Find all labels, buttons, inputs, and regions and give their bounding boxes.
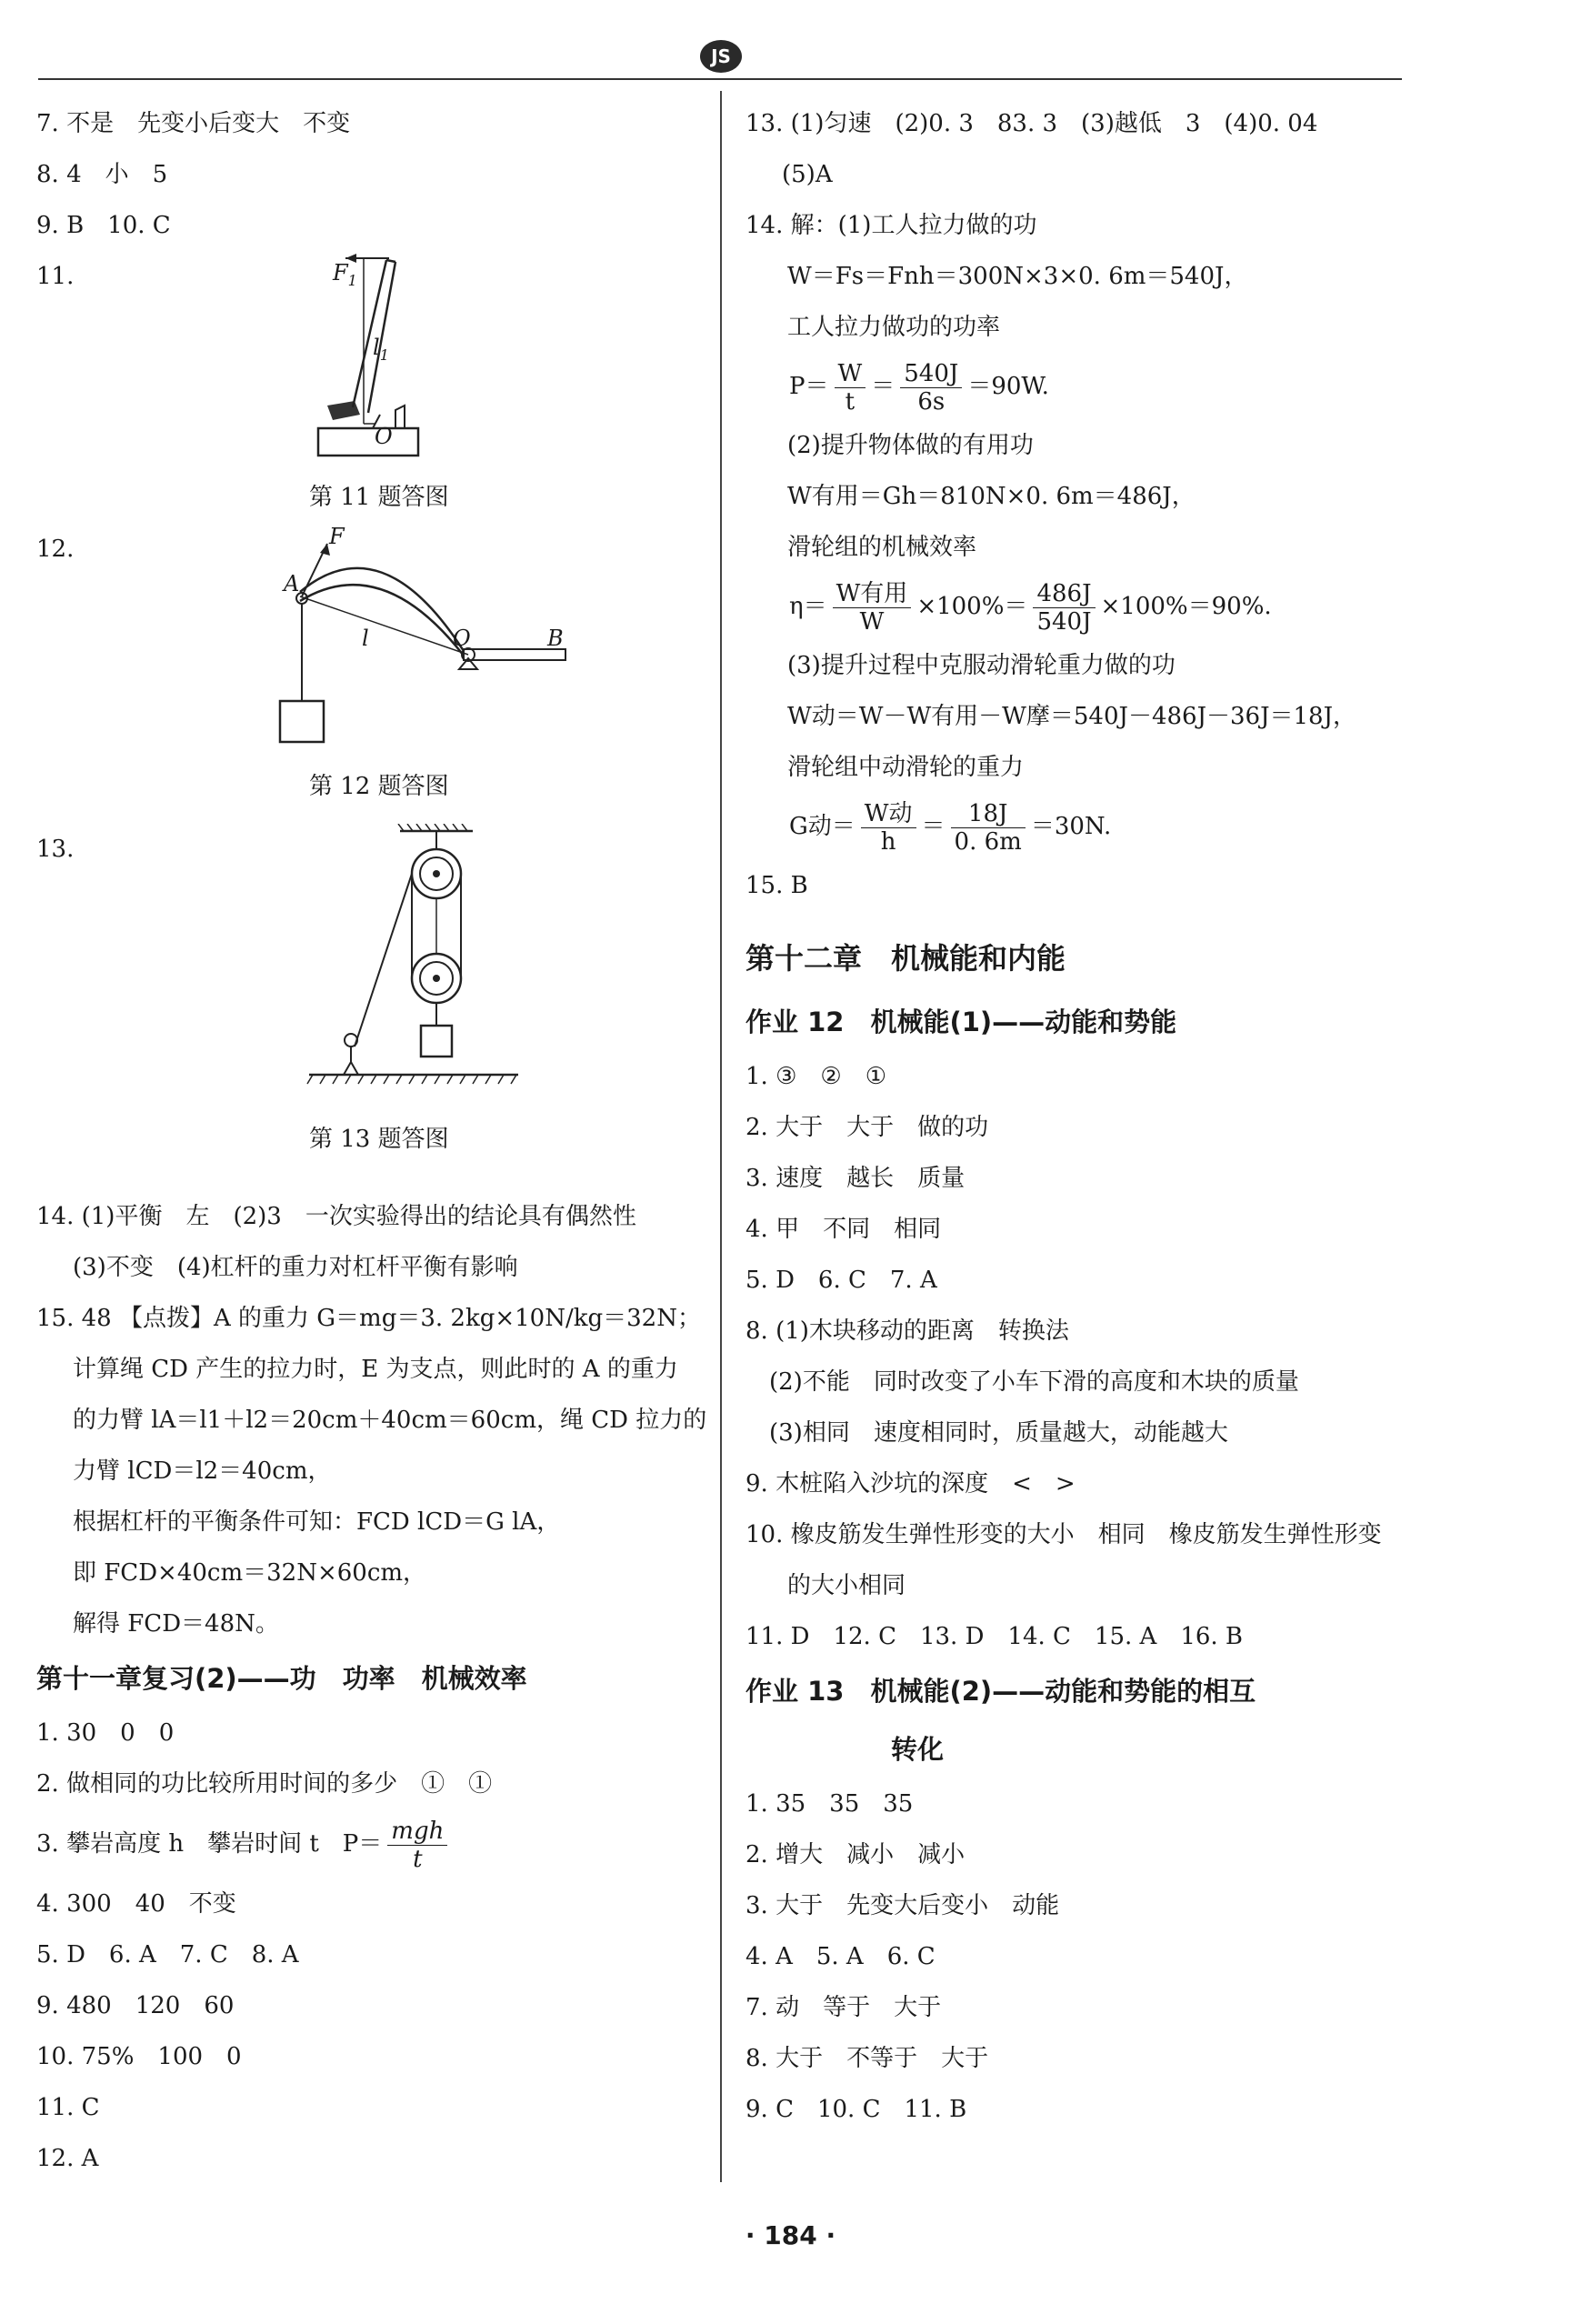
answer-line: 力臂 lCD＝l2＝40cm， — [73, 1458, 332, 1485]
answer-line: 2. 大于 大于 做的功 — [745, 1114, 989, 1141]
answer-line: (5)A — [782, 161, 833, 188]
answer-line: 3. 大于 先变大后变小 动能 — [745, 1892, 1060, 1919]
answer-line: 解得 FCD＝48N。 — [73, 1610, 279, 1638]
answer-line: (3)相同 速度相同时，质量越大，动能越大 — [769, 1419, 1228, 1447]
figure-caption: 第 12 题答图 — [309, 773, 449, 800]
numerator: W有用 — [833, 580, 912, 608]
figure-11 — [36, 251, 709, 524]
answer-line: 13. (1)匀速 (2)0. 3 83. 3 (3)越低 3 (4)0. 04 — [745, 110, 1318, 137]
denominator: 540J — [1036, 607, 1092, 636]
answer-line: 4. A 5. A 6. C — [745, 1943, 936, 1970]
answer-line: 7. 动 等于 大于 — [745, 1994, 942, 2021]
section-title-cont: 转化 — [891, 1734, 945, 1765]
fraction — [835, 360, 866, 416]
answer-line: 7. 不是 先变小后变大 不变 — [36, 110, 351, 137]
answer-line: 2. 增大 减小 减小 — [745, 1841, 966, 1868]
figure-number: 11. — [36, 263, 75, 290]
answer-line: 工人拉力做功的功率 — [787, 314, 1001, 341]
numerator: W — [835, 360, 866, 388]
eq-text: G动＝ — [789, 813, 856, 840]
section-title: 作业 13 机械能(2)——动能和势能的相互 — [745, 1676, 1256, 1707]
answer-line: 9. 480 120 60 — [36, 1992, 235, 2019]
answer-line: (2)不能 同时改变了小车下滑的高度和木块的质量 — [769, 1368, 1299, 1396]
fraction — [861, 800, 916, 856]
denominator: 6s — [917, 387, 946, 416]
label-f: F — [329, 524, 345, 549]
eq-text: ＝ — [871, 373, 896, 400]
numerator: mgh — [387, 1818, 447, 1846]
answer-line: 1. 35 35 35 — [745, 1790, 914, 1818]
header-rule — [38, 78, 1402, 80]
figure-number: 12. — [36, 536, 75, 563]
fraction — [387, 1818, 447, 1873]
eq-text: ＝90W. — [967, 373, 1049, 400]
denominator: 0. 6m — [954, 827, 1022, 856]
answer-line: 的大小相同 — [787, 1572, 906, 1599]
fraction — [1033, 580, 1095, 636]
figure-caption: 第 13 题答图 — [309, 1126, 449, 1153]
answer-line: 12. A — [36, 2145, 99, 2172]
answer-line: 8. 4 小 5 — [36, 161, 168, 188]
answer-text: 3. 攀岩高度 h 攀岩时间 t P＝ — [36, 1830, 383, 1858]
eq-text: ×100%＝ — [916, 593, 1028, 620]
fraction — [951, 800, 1026, 856]
column-divider — [720, 91, 722, 2182]
eq-text: ＝ — [921, 813, 946, 840]
answer-line: 8. (1)木块移动的距离 转换法 — [745, 1317, 1069, 1345]
answer-line — [36, 1809, 709, 1878]
answer-line: 2. 做相同的功比较所用时间的多少 ① ① — [36, 1770, 493, 1798]
answer-line: 滑轮组中动滑轮的重力 — [787, 754, 1025, 781]
eq-text: P＝ — [789, 373, 829, 400]
answer-line: 1. 30 0 0 — [36, 1719, 175, 1747]
answer-line: 9. C 10. C 11. B — [745, 2096, 967, 2123]
figure-caption: 第 11 题答图 — [309, 484, 449, 511]
numerator: W动 — [861, 800, 916, 828]
denominator: t — [845, 387, 856, 416]
gravity-equation — [745, 793, 1436, 860]
fraction — [900, 360, 962, 416]
answer-line: (3)提升过程中克服动滑轮重力做的功 — [787, 652, 1176, 679]
denominator: h — [880, 827, 896, 856]
answer-line: (2)提升物体做的有用功 — [787, 432, 1034, 459]
label-o: O — [453, 626, 471, 651]
answer-line: 14. 解：(1)工人拉力做的功 — [745, 212, 1037, 239]
fraction — [833, 580, 912, 636]
label-a: A — [284, 571, 300, 596]
label-b: B — [547, 626, 564, 651]
label-o: O — [375, 424, 393, 449]
label-l: l — [362, 626, 369, 651]
answer-line: 11. D 12. C 13. D 14. C 15. A 16. B — [745, 1623, 1244, 1650]
answer-line: 4. 300 40 不变 — [36, 1890, 236, 1918]
answer-line: 10. 橡皮筋发生弹性形变的大小 相同 橡皮筋发生弹性形变 — [745, 1521, 1382, 1548]
answer-line: 9. 木桩陷入沙坑的深度 < > — [745, 1470, 1076, 1498]
figure-13 — [36, 824, 709, 1191]
page-number: · 184 · — [745, 2220, 836, 2250]
answer-line: 15. B — [745, 872, 808, 899]
efficiency-equation — [745, 573, 1436, 640]
numerator: 540J — [900, 360, 962, 388]
label-f1: $F_1$ — [333, 260, 357, 289]
answer-line: 1. ③ ② ① — [745, 1063, 886, 1090]
answer-line: 即 FCD×40cm＝32N×60cm， — [73, 1559, 427, 1587]
eq-text: η＝ — [789, 593, 827, 620]
answer-line: (3)不变 (4)杠杆的重力对杠杆平衡有影响 — [73, 1254, 518, 1281]
denominator: W — [859, 607, 885, 636]
eq-text: ＝30N. — [1030, 813, 1112, 840]
figure-number: 13. — [36, 836, 75, 863]
lever-arm-diagram — [236, 524, 582, 751]
answer-line: W有用＝Gh＝810N×0. 6m＝486J， — [787, 483, 1196, 510]
answer-line: 8. 大于 不等于 大于 — [745, 2045, 989, 2072]
section-title: 作业 12 机械能(1)——动能和势能 — [745, 1007, 1177, 1037]
answer-line: 根据杠杆的平衡条件可知：FCD lCD＝G lA， — [73, 1508, 561, 1536]
power-equation — [745, 353, 1436, 420]
answer-line: 3. 速度 越长 质量 — [745, 1165, 966, 1192]
label-l1: $l_1$ — [373, 335, 389, 364]
pulley-system-diagram — [291, 824, 527, 1115]
answer-line: 9. B 10. C — [36, 212, 171, 239]
answer-line: W＝Fs＝Fnh＝300N×3×0. 6m＝540J， — [787, 263, 1248, 290]
section-title: 第十一章复习(2)——功 功率 机械效率 — [36, 1663, 527, 1694]
figure-12 — [36, 524, 709, 824]
answer-line: W动＝W－W有用－W摩＝540J－486J－36J＝18J， — [787, 703, 1357, 730]
answer-line: 14. (1)平衡 左 (2)3 一次实验得出的结论具有偶然性 — [36, 1203, 636, 1230]
chapter-title: 第十二章 机械能和内能 — [745, 941, 1066, 976]
numerator: 18J — [951, 800, 1026, 828]
answer-line: 10. 75% 100 0 — [36, 2043, 242, 2070]
answer-line: 15. 48 【点拨】A 的重力 G＝mg＝3. 2kg×10N/kg＝32N； — [36, 1305, 701, 1332]
answer-line: 的力臂 lA＝l1＋l2＝20cm＋40cm＝60cm，绳 CD 拉力的 — [73, 1407, 707, 1434]
answer-line: 5. D 6. A 7. C 8. A — [36, 1941, 299, 1968]
numerator: 486J — [1033, 580, 1095, 608]
answer-line: 计算绳 CD 产生的拉力时，E 为支点，则此时的 A 的重力 — [73, 1356, 678, 1383]
left-column — [36, 98, 709, 2184]
answer-line: 5. D 6. C 7. A — [745, 1267, 937, 1294]
answer-line: 滑轮组的机械效率 — [787, 534, 977, 561]
denominator: t — [413, 1845, 423, 1873]
answer-line: 4. 甲 不同 相同 — [745, 1216, 942, 1243]
right-column — [745, 98, 1436, 2135]
publisher-logo: JS — [700, 40, 742, 73]
answer-line: 11. C — [36, 2094, 100, 2121]
eq-text: ×100%＝90%. — [1100, 593, 1272, 620]
